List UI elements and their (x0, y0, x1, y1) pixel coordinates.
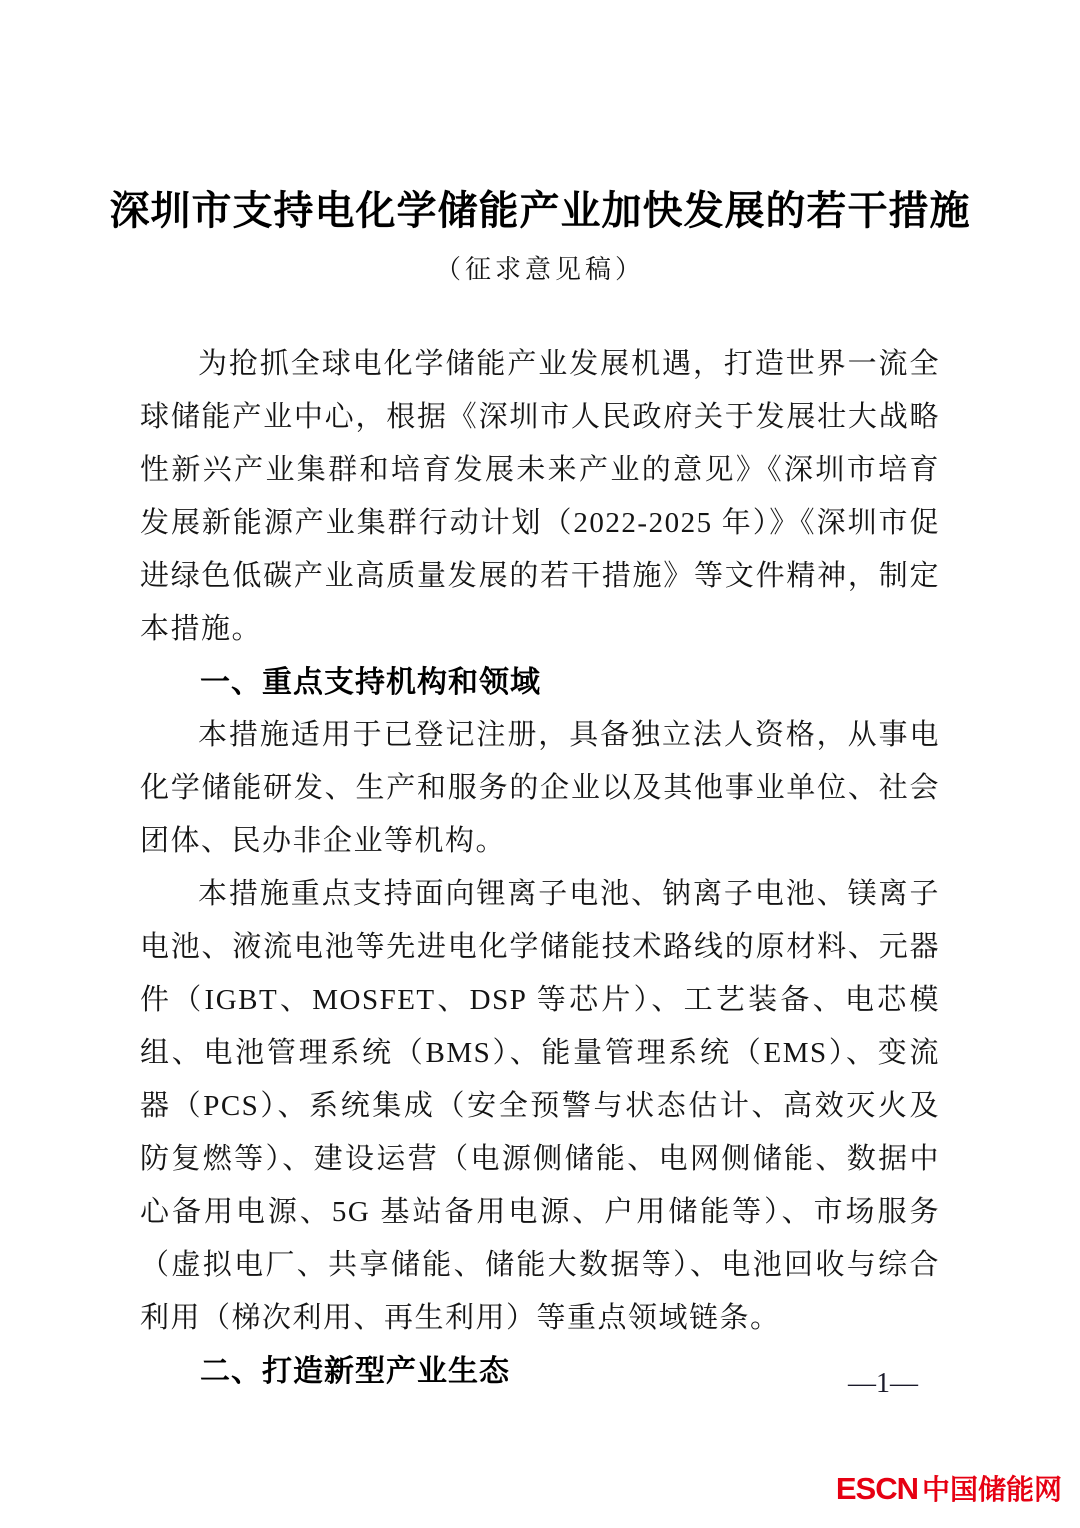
document-body (140, 338, 940, 1398)
paragraph-applicable-orgs: 本措施适用于已登记注册，具备独立法人资格，从事电化学储能研发、生产和服务的企业以及其他事业单位、社会团体、民办非企业等机构。 (140, 719, 940, 857)
page-number: —1— (848, 1368, 918, 1399)
paragraph-focus-areas: 本措施重点支持面向锂离子电池、钠离子电池、镁离子电池、液流电池等先进电化学储能技术路线的原材料、元器件（IGBT、MOSFET、DSP 等芯片）、工艺装备、电芯模组、电池管理系统（BMS）、能量管理系统（EMS）、变流器（PCS）、系统集成（安全预警与状态估计、高效灭火及防复燃等）、建设运营（电源侧储能、电网侧储能、数据中心备用电源、5G 基站备用电源、户用储能等）、市场服务（虚拟电厂、共享储能、储能大数据等）、电池回收与综合利用（梯次利用、再生利用）等重点领域链条。 (140, 878, 940, 1334)
document-subtitle: （征求意见稿） (434, 255, 645, 284)
document-title: 深圳市支持电化学储能产业加快发展的若干措施 (109, 188, 971, 233)
escn-logo-cn-text: 中国储能网 (921, 1474, 1062, 1505)
section-heading-1: 一、重点支持机构和领域 (200, 666, 541, 699)
escn-logo-en-text: ESCN (835, 1471, 918, 1506)
section-heading-2: 二、打造新型产业生态 (200, 1355, 510, 1388)
paragraph-intro: 为抢抓全球电化学储能产业发展机遇，打造世界一流全球储能产业中心，根据《深圳市人民政府关于发展壮大战略性新兴产业集群和培育发展未来产业的意见》《深圳市培育发展新能源产业集群行动计划（2022-2025 年）》《深圳市促进绿色低碳产业高质量发展的若干措施》等文件精神，制定本措施。 (140, 348, 940, 645)
escn-logo (836, 1473, 1062, 1504)
